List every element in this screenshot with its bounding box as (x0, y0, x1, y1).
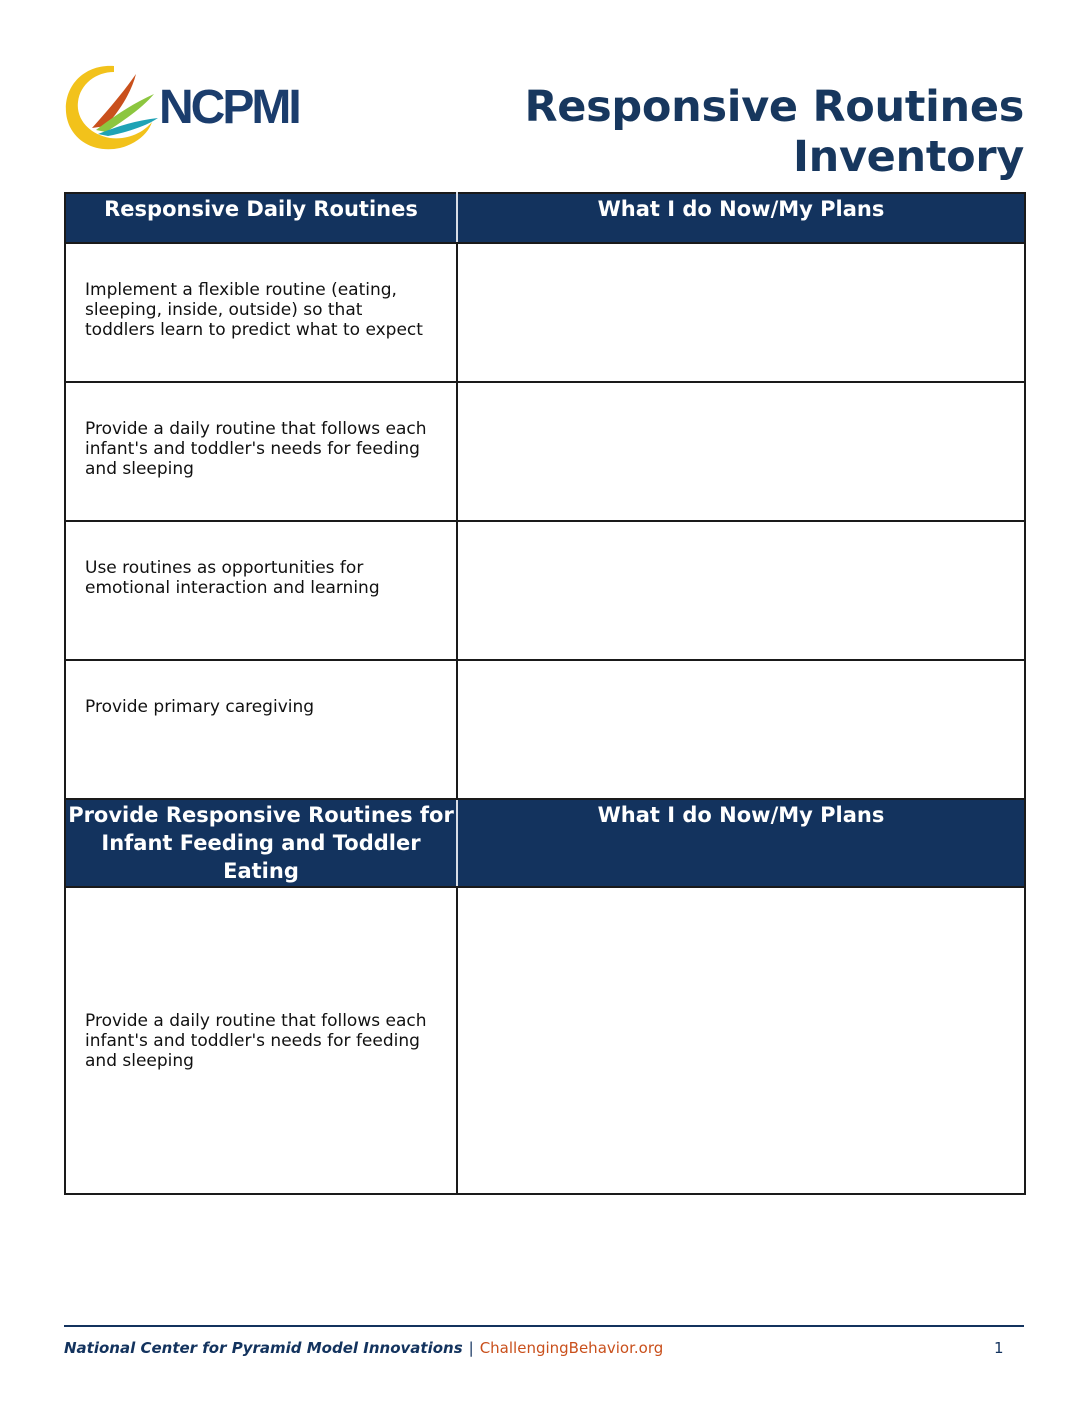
footer-divider (64, 1325, 1024, 1327)
plan-cell[interactable] (457, 660, 1025, 799)
table-row (65, 243, 1025, 382)
footer-org: National Center for Pyramid Model Innovations (64, 1339, 463, 1357)
ncpmi-swoosh-icon (62, 60, 162, 155)
routine-item: Provide primary caregiving (65, 660, 457, 799)
routine-item: Implement a flexible routine (eating, sleeping, inside, outside) so that toddlers learn to predict what to expect (65, 243, 457, 382)
section1-col2-header: What I do Now/My Plans (457, 193, 1025, 243)
logo-wordmark: NCPMI (159, 81, 299, 134)
section2-col1-header: Provide Responsive Routines for Infant Feeding and Toddler Eating (65, 799, 457, 887)
footer-separator: | (468, 1339, 474, 1357)
table-row (65, 382, 1025, 521)
table-row (65, 521, 1025, 660)
routine-item: Provide a daily routine that follows each infant's and toddler's needs for feeding and sleeping (65, 382, 457, 521)
inventory-table (64, 192, 1026, 1195)
plan-cell[interactable] (457, 382, 1025, 521)
routine-item: Use routines as opportunities for emotional interaction and learning (65, 521, 457, 660)
footer-site-link[interactable]: ChallengingBehavior.org (479, 1339, 664, 1357)
plan-cell[interactable] (457, 243, 1025, 382)
section1-header-row (65, 193, 1025, 243)
page-title: Responsive Routines Inventory (524, 82, 1024, 182)
routine-item: Provide a daily routine that follows each infant's and toddler's needs for feeding and sleeping (65, 887, 457, 1194)
ncpmi-logo (62, 60, 307, 155)
table-row (65, 660, 1025, 799)
plan-cell[interactable] (457, 887, 1025, 1194)
section1-col1-header: Responsive Daily Routines (65, 193, 457, 243)
section2-header-row (65, 799, 1025, 887)
plan-cell[interactable] (457, 521, 1025, 660)
footer (64, 1339, 663, 1357)
table-row (65, 887, 1025, 1194)
page-number: 1 (994, 1339, 1004, 1357)
section2-col2-header: What I do Now/My Plans (457, 799, 1025, 887)
